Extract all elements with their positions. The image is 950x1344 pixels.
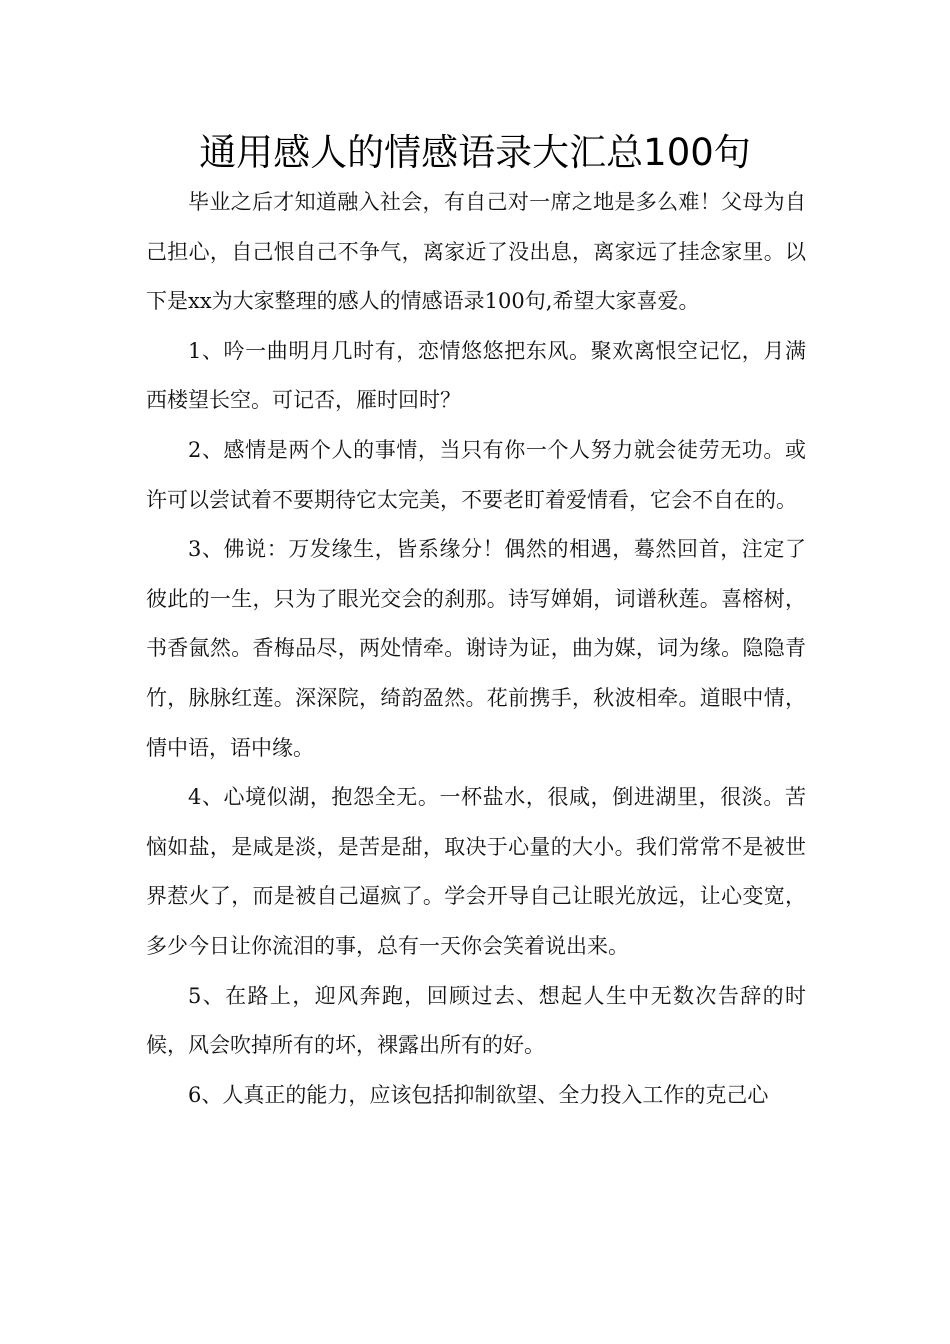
quote-paragraph-2: 2、感情是两个人的事情，当只有你一个人努力就会徒劳无功。或许可以尝试着不要期待它太完美，不要老盯着爱情看，它会不自在的。 — [146, 437, 806, 512]
quote-paragraph-3: 3、佛说：万发缘生，皆系缘分！偶然的相遇，蓦然回首，注定了彼此的一生，只为了眼光交会的刹那。诗写婵娟，词谱秋莲。喜榕树，书香氤然。香梅品尽，两处情牵。谢诗为证，曲为媒，词为缘。隐隐青竹，脉脉红莲。深深院，绮韵盈然。花前携手，秋波相牵。道眼中情，情中语，语中缘。 — [146, 537, 806, 760]
quote-paragraph-1: 1、吟一曲明月几时有，恋情悠悠把东风。聚欢离恨空记忆，月满西楼望长空。可记否，雁时回时？ — [146, 338, 806, 413]
document-title: 通用感人的情感语录大汇总100句 — [199, 131, 751, 174]
quote-paragraph-6: 6、人真正的能力，应该包括抑制欲望、全力投入工作的克己心 — [188, 1082, 769, 1107]
quote-paragraph-5: 5、在路上，迎风奔跑，回顾过去、想起人生中无数次告辞的时候，风会吹掉所有的坏，裸露出所有的好。 — [146, 983, 806, 1058]
intro-paragraph: 毕业之后才知道融入社会，有自己对一席之地是多么难！父母为自己担心，自己恨自己不争气，离家近了没出息，离家远了挂念家里。以下是xx为大家整理的感人的情感语录100句,希望大家喜爱。 — [146, 190, 806, 314]
document-body — [146, 178, 806, 1120]
quote-paragraph-4: 4、心境似湖，抱怨全无。一杯盐水，很咸，倒进湖里，很淡。苦恼如盐，是咸是淡，是苦是甜，取决于心量的大小。我们常常不是被世界惹火了，而是被自己逼疯了。学会开导自己让眼光放远，让心变宽，多少今日让你流泪的事，总有一天你会笑着说出来。 — [146, 785, 806, 958]
